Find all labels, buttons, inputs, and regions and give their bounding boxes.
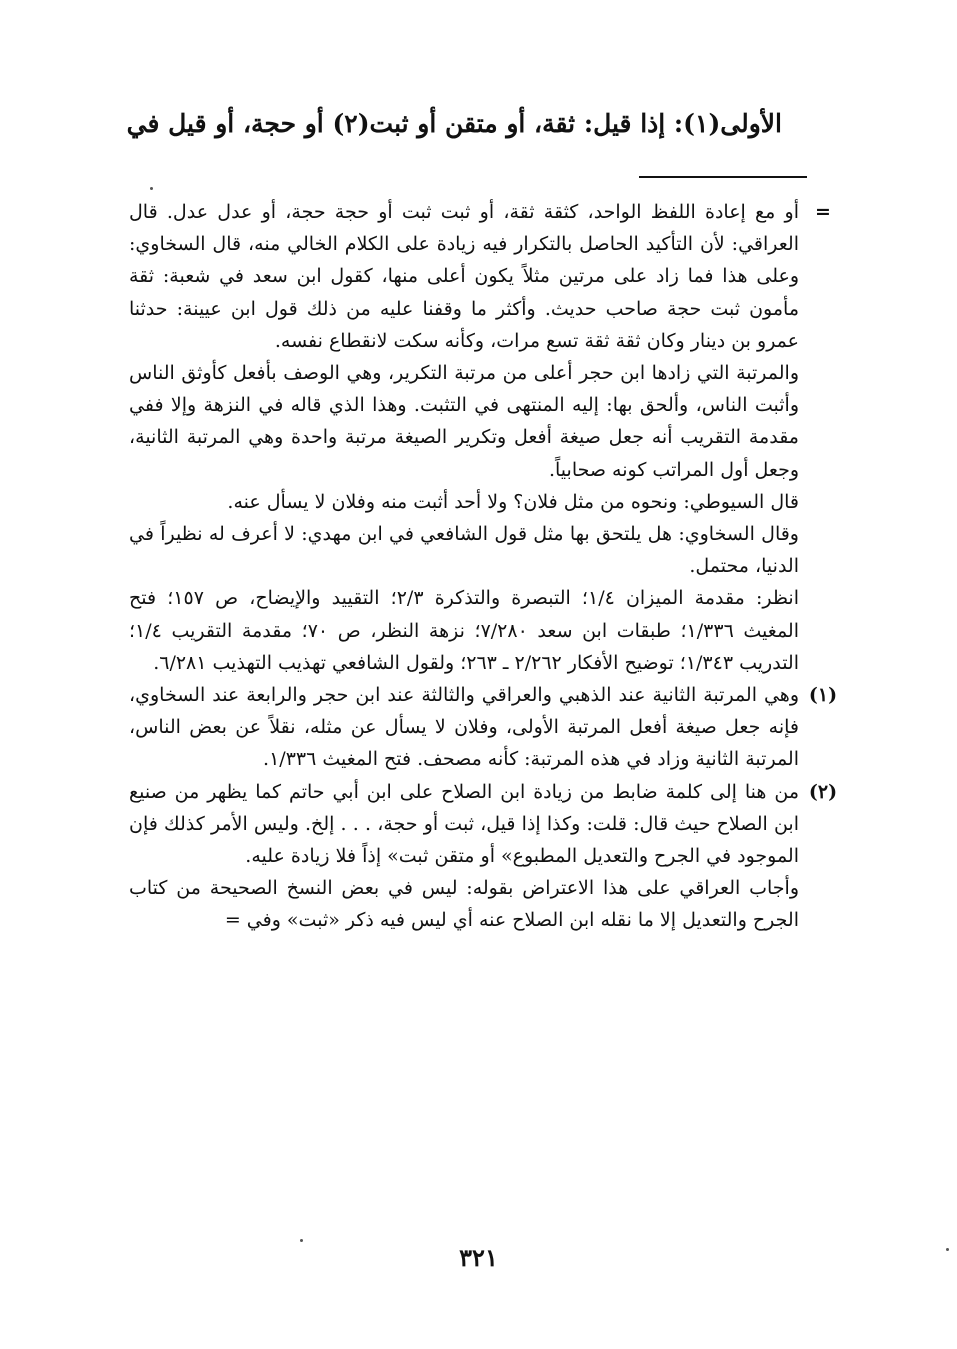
footnote-paragraph: وقال السخاوي: هل يلتحق بها مثل قول الشافعي في ابن مهدي: لا أعرف له نظيراً في الدنيا، محتمل. <box>129 523 799 578</box>
footnote-paragraph: انظر: مقدمة الميزان ١/٤؛ التبصرة والتذكرة ٢/٣؛ التقييد والإيضاح، ص ١٥٧؛ فتح المغيث ١/٣٣٦؛ طبقات ابن سعد ٧/٢٨٠؛ نزهة النظر، ص ٧٠؛ مقدمة التقريب ١/٤؛ التدريب ١/٣٤٣؛ توضيح الأفكار ٢/٢٦٢ ـ ٢٦٣؛ ولقول الشافعي تهذيب التهذيب ٦/٢٨١. <box>129 587 800 674</box>
footnote-2 <box>129 776 838 937</box>
footnote-1-marker: (١) <box>808 684 838 707</box>
footnote-2-paragraph: من هنا إلى كلمة ضابط من زيادة ابن الصلاح على ابن أبي حاتم كما يظهر من صنيع ابن الصلاح حيث قال: قلت: وكذا إذا قيل، ثبت أو حجة، . . . إلخ. وليس الأمر كذلك فإن الموجود في الجرح والتعديل المطبوع» أو متقن ثبت» إذاً فلا زيادة عليه. <box>129 780 799 868</box>
footnote-paragraph: والمرتبة التي زادها ابن حجر أعلى من مرتبة التكرير، وهي الوصف بأفعل كأوثق الناس وأثبت الناس، وألحق بها: إليه المنتهى في التثبت. وهذا الذي قاله في النزهة وإلا ففي مقدمة التقريب أنه جعل صيغة أفعل وتكرير الصيغة مرتبة واحدة وهي المرتبة الثانية، وجعل أول المراتب كونه صحابياً. <box>129 362 799 481</box>
page-number: ٣٢١ <box>459 1243 498 1272</box>
scan-speck <box>300 1239 303 1242</box>
footnote-paragraph: قال السيوطي: ونحوه من مثل فلان؟ ولا أحد أثبت منه وفلان لا يسأل عنه. <box>227 490 799 513</box>
footnote-2-paragraph: وأجاب العراقي على هذا الاعتراض بقوله: ليس في بعض النسخ الصحيحة من كتاب الجرح والتعديل إلا ما نقله ابن الصلاح عنه أي ليس فيه ذكر «ثبت» وفي = <box>129 877 799 932</box>
scan-speck <box>150 187 153 190</box>
footnote-separator <box>639 176 807 178</box>
footnote-paragraph: أو مع إعادة اللفظ الواحد، كثقة ثقة، أو ثبت ثبت أو حجة حجة، أو عدل عدل. قال العراقي: لأن التأكيد الحاصل بالتكرار فيه زيادة على الكلام الخالي منه، قال السخاوي: وعلى هذا فما زاد على مرتين مثلاً يكون أعلى منها، كقول ابن سعد في شعبة: ثقة مأمون ثبت حجة صاحب حديث. وأكثر ما وقفنا عليه من ذلك قول ابن عيينة: حدثنا عمرو بن دينار وكان ثقة ثقة تسع مرات، وكأنه سكت لانقطاع نفسه. <box>129 201 799 352</box>
footnote-continuation <box>129 196 829 679</box>
footnotes-section <box>129 196 838 937</box>
scan-speck <box>946 1248 949 1251</box>
footnote-2-marker: (٢) <box>808 780 838 803</box>
main-text-line: الأولى(١): إذا قيل: ثقة، أو متقن أو ثبت(٢) أو حجة، أو قيل في <box>126 109 782 138</box>
footnote-1-text: وهي المرتبة الثانية عند الذهبي والعراقي والثالثة عند ابن حجر والرابعة عند السخاوي، فإنه جعل صيغة أفعل المرتبة الأولى، وفلان لا يسأل عن مثله، نقلاً عن بعض الناس، المرتبة الثانية وزاد في هذه المرتبة: كأنه مصحف. فتح المغيث ١/٣٣٦. <box>129 684 799 771</box>
continuation-marker: = <box>815 201 831 223</box>
footnote-1 <box>129 679 838 776</box>
